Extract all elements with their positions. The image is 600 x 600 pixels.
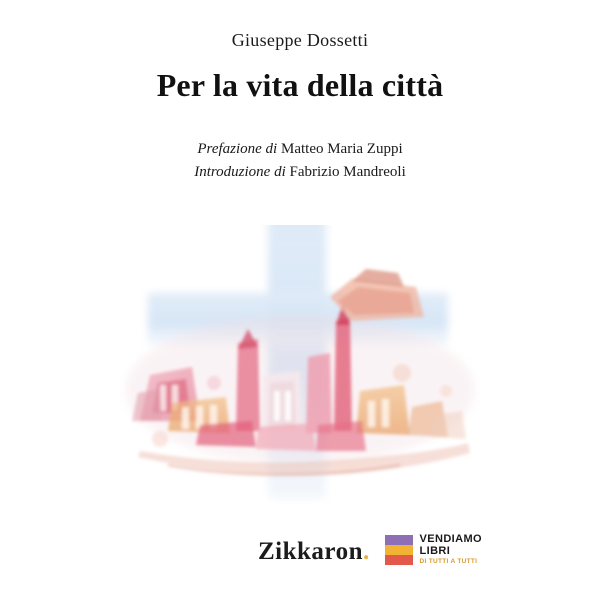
cover-credits [0, 138, 600, 185]
author-name: Giuseppe Dossetti [231, 30, 369, 50]
cover-text-block [0, 30, 600, 104]
tricolor-flag-icon [385, 535, 413, 565]
credit-preface-prefix: Prefazione di [197, 141, 281, 157]
vendiamo-libri-badge [385, 534, 482, 566]
watercolor-cityscape-with-cross-icon [0, 225, 600, 515]
badge-line-3: DI TUTTI A TUTTI [419, 558, 478, 566]
publisher-logo-dot: . [362, 538, 370, 565]
book-title: Per la vita della città [156, 67, 444, 103]
publisher-area [0, 518, 600, 578]
credit-introduction [0, 161, 600, 184]
credit-introduction-name: Fabrizio Mandreoli [289, 164, 406, 181]
credit-preface-name: Matteo Maria Zuppi [280, 141, 403, 157]
credit-introduction-prefix: Introduzione di [194, 164, 290, 181]
publisher-logo [258, 538, 370, 566]
vendiamo-libri-text [420, 534, 482, 566]
badge-line-1: VENDIAMO [419, 533, 482, 546]
credit-preface [0, 138, 600, 161]
publisher-name: Zikkaron [258, 538, 363, 565]
badge-line-2: LIBRI [419, 544, 451, 557]
cover-illustration [0, 225, 600, 515]
